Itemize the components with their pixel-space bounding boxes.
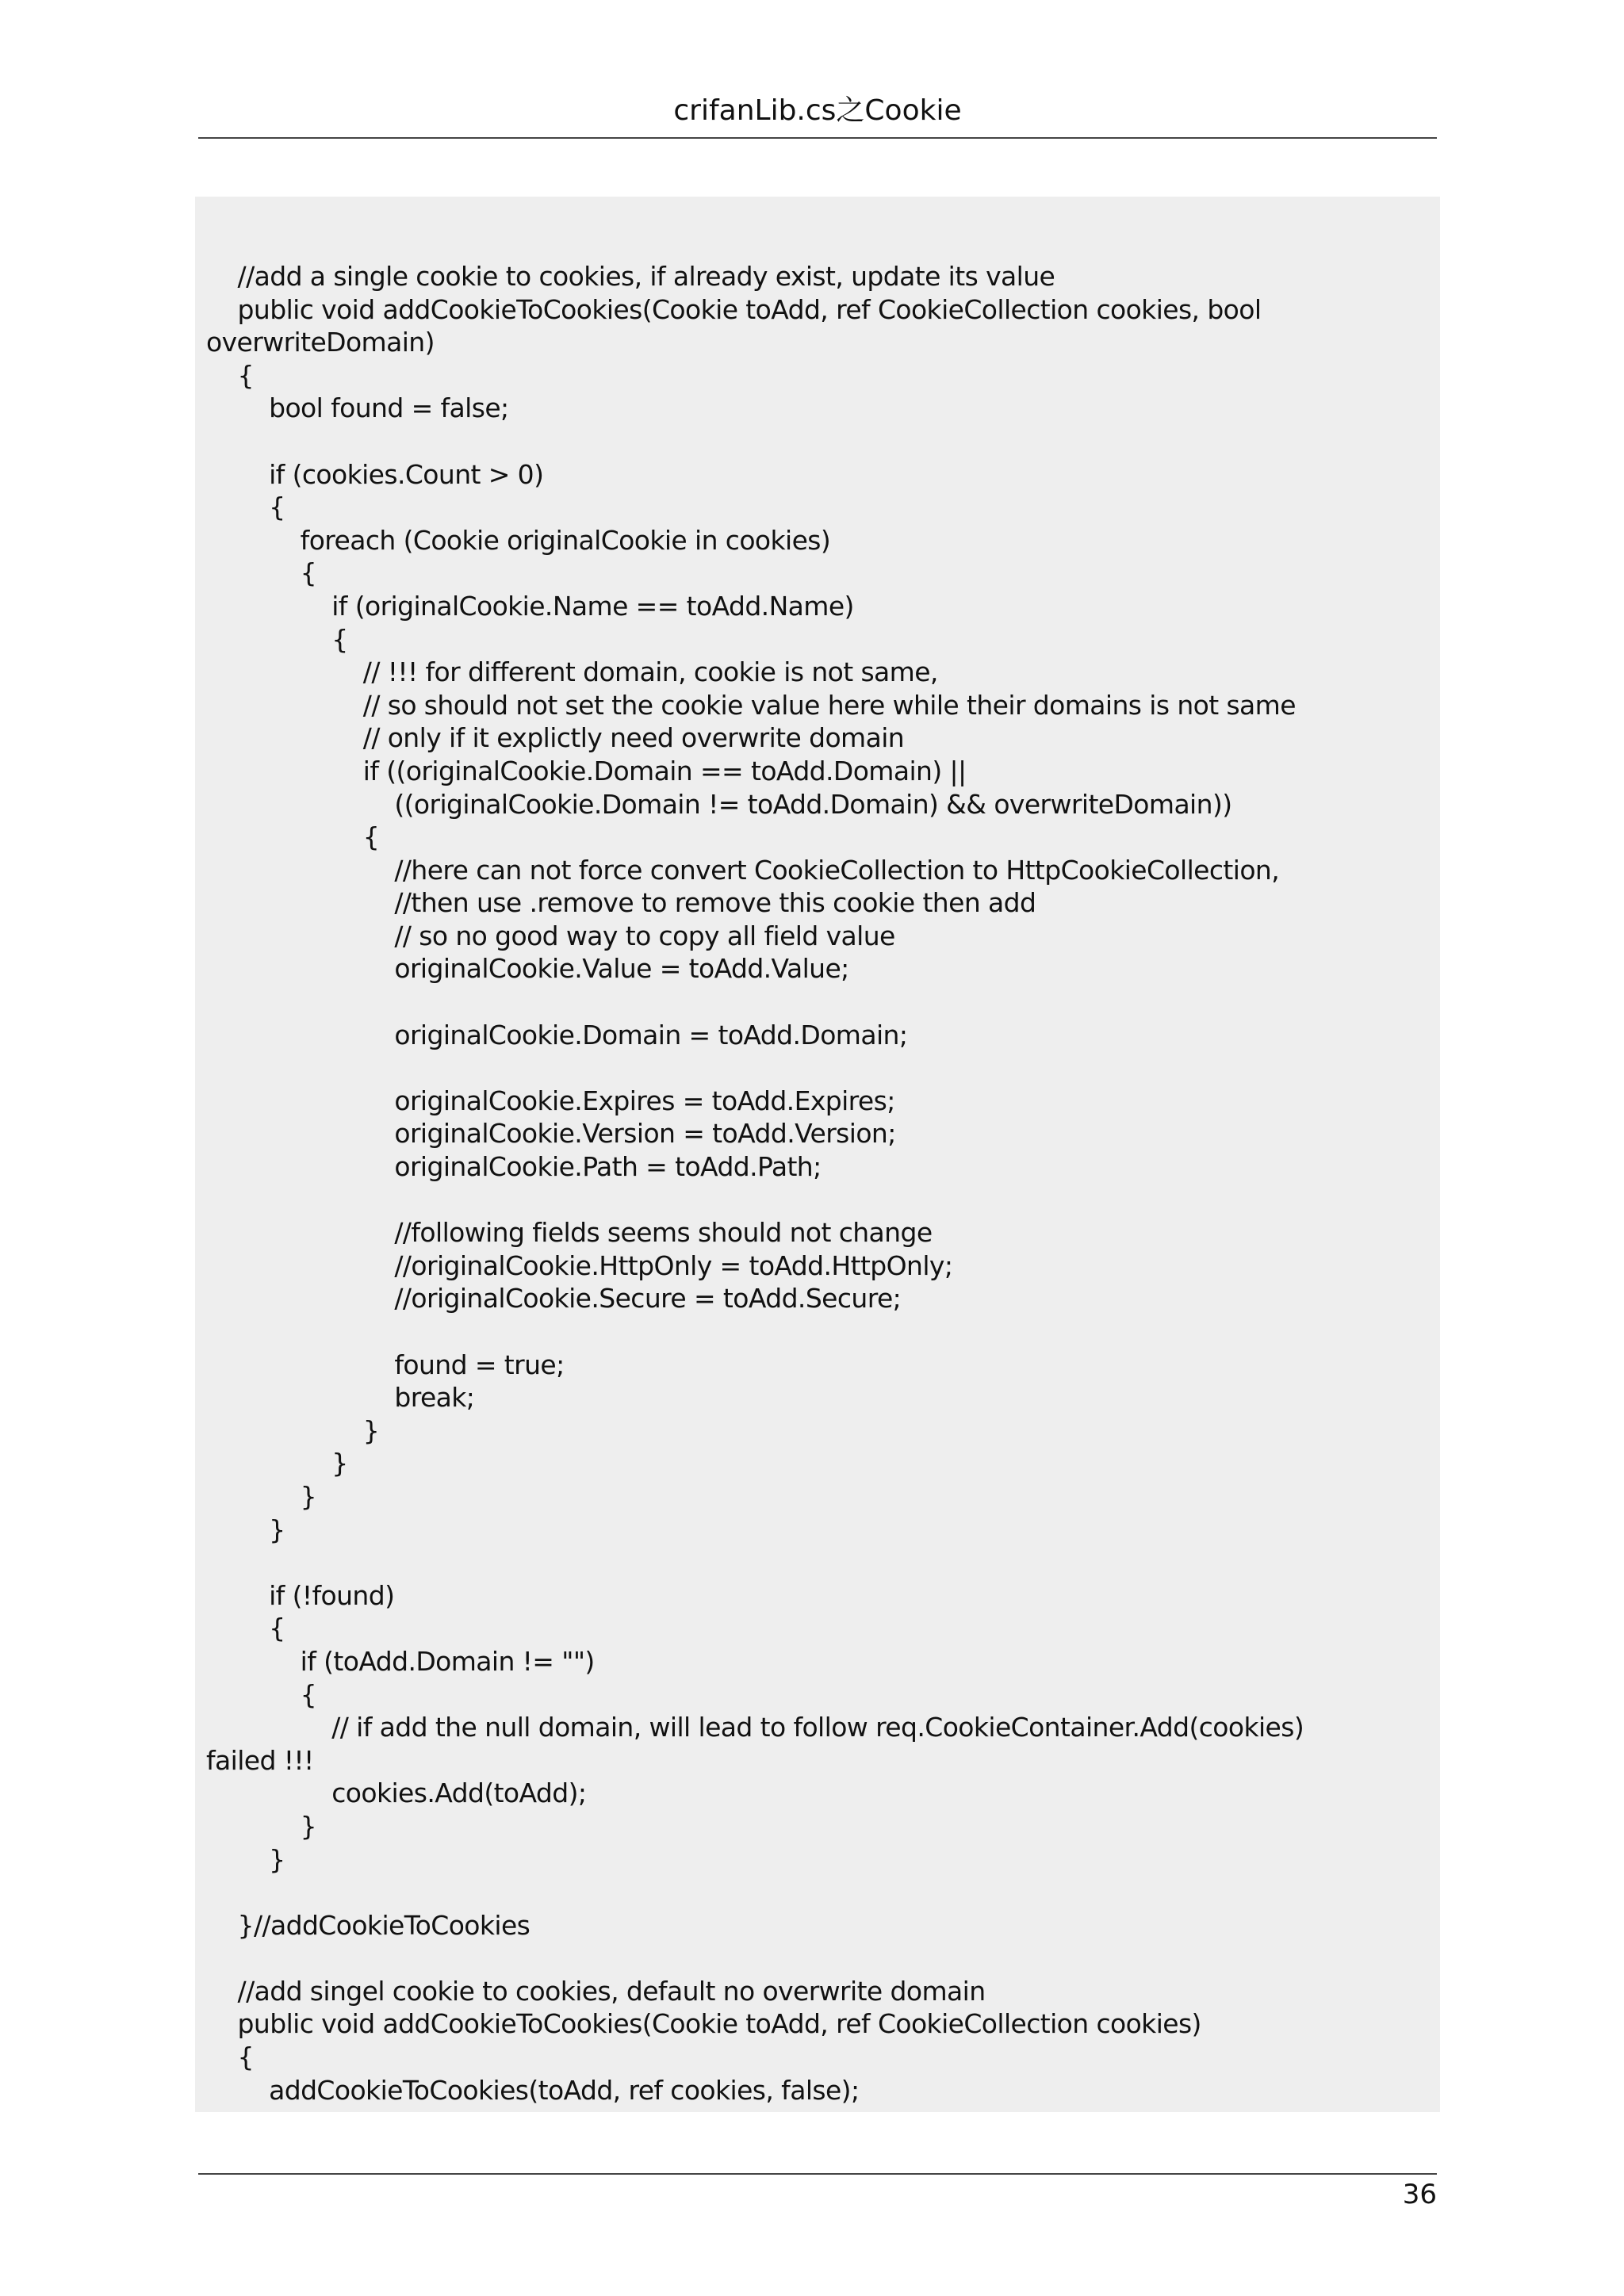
code-line: //add a single cookie to cookies, if already exist, update its value	[206, 261, 1055, 292]
code-line: overwriteDomain)	[206, 327, 435, 358]
code-line: {	[206, 557, 317, 589]
code-line: originalCookie.Domain = toAdd.Domain;	[206, 1019, 908, 1050]
code-line: originalCookie.Path = toAdd.Path;	[206, 1151, 822, 1183]
code-line: cookies.Add(toAdd);	[206, 1777, 587, 1809]
code-block	[195, 197, 1440, 2112]
code-line: }	[206, 1414, 380, 1446]
code-line: {	[206, 492, 285, 523]
code-line: originalCookie.Version = toAdd.Version;	[206, 1118, 896, 1150]
code-line: bool found = false;	[206, 392, 509, 424]
code-line: {	[206, 1613, 285, 1644]
code-line: {	[206, 359, 254, 391]
code-line: // only if it explictly need overwrite domain	[206, 722, 905, 754]
code-line	[206, 1942, 1304, 1975]
code-line: //then use .remove to remove this cookie then add	[206, 887, 1036, 919]
code-line: {	[206, 623, 348, 655]
code-line: originalCookie.Value = toAdd.Value;	[206, 953, 849, 985]
code-line: public void addCookieToCookies(Cookie toAdd, ref CookieCollection cookies, bool	[206, 293, 1262, 325]
code-line	[206, 1051, 1304, 1085]
code-line: }	[206, 1843, 285, 1875]
code-line: failed !!!	[206, 1744, 314, 1776]
code-line: if (toAdd.Domain != "")	[206, 1645, 595, 1677]
code-line: }	[206, 1513, 285, 1545]
code-line: //add singel cookie to cookies, default no overwrite domain	[206, 1975, 986, 2007]
code-line: if (originalCookie.Name == toAdd.Name)	[206, 590, 854, 622]
header-divider	[198, 137, 1437, 139]
code-line: // !!! for different domain, cookie is not same,	[206, 656, 938, 688]
code-line: if ((originalCookie.Domain == toAdd.Domain) ||	[206, 755, 967, 786]
footer-divider	[198, 2173, 1437, 2175]
code-line: }	[206, 1810, 317, 1842]
code-line: //originalCookie.HttpOnly = toAdd.HttpOnly;	[206, 1249, 953, 1281]
code-line: }	[206, 1448, 348, 1479]
code-line: addCookieToCookies(toAdd, ref cookies, false);	[206, 2074, 860, 2106]
page-number: 36	[1402, 2179, 1437, 2210]
code-line: // if add the null domain, will lead to follow req.CookieContainer.Add(cookies)	[206, 1712, 1304, 1743]
code-line: }//addCookieToCookies	[206, 1909, 530, 1941]
code-listing	[206, 260, 1304, 2107]
code-line: //following fields seems should not change	[206, 1217, 933, 1249]
code-line	[206, 1876, 1304, 1909]
code-line: // so no good way to copy all field value	[206, 920, 895, 951]
code-line: ((originalCookie.Domain != toAdd.Domain) && overwriteDomain))	[206, 788, 1232, 820]
code-line	[206, 1184, 1304, 1217]
page-header-title: crifanLib.cs之Cookie	[673, 94, 962, 127]
code-line: break;	[206, 1382, 475, 1414]
code-line: if (!found)	[206, 1579, 395, 1611]
code-line: {	[206, 821, 380, 853]
code-line	[206, 1546, 1304, 1579]
code-line: foreach (Cookie originalCookie in cookies)	[206, 524, 831, 556]
code-line: public void addCookieToCookies(Cookie toAdd, ref CookieCollection cookies)	[206, 2008, 1201, 2040]
code-line: if (cookies.Count > 0)	[206, 458, 544, 490]
code-line: {	[206, 1678, 317, 1710]
code-line	[206, 985, 1304, 1019]
code-line: //here can not force convert CookieCollection to HttpCookieCollection,	[206, 854, 1280, 886]
code-line: {	[206, 2042, 254, 2073]
code-line	[206, 425, 1304, 458]
code-line	[206, 1315, 1304, 1349]
code-line: }	[206, 1480, 317, 1512]
code-line: found = true;	[206, 1349, 565, 1380]
code-line: // so should not set the cookie value here while their domains is not same	[206, 689, 1296, 721]
code-line: //originalCookie.Secure = toAdd.Secure;	[206, 1283, 902, 1314]
code-line: originalCookie.Expires = toAdd.Expires;	[206, 1085, 895, 1116]
